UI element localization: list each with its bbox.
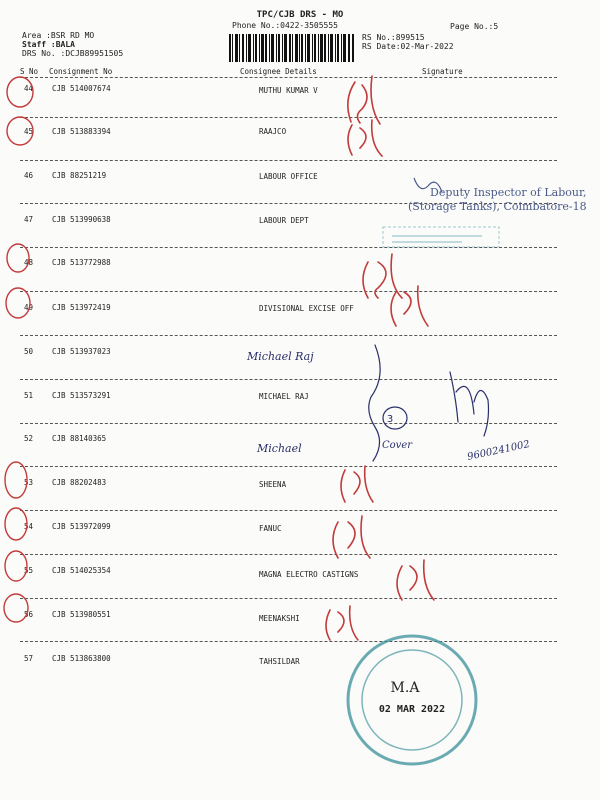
handwritten-number: 3 — [386, 414, 394, 425]
row-consignee: MUTHU KUMAR V — [259, 86, 318, 95]
row-sno: 50 — [24, 347, 34, 356]
row-consignment: CJB 88251219 — [52, 171, 107, 180]
row-consignment: CJB 514025354 — [52, 566, 111, 575]
red-signature-marks — [326, 76, 434, 640]
row-consignment: CJB 513772988 — [52, 258, 111, 267]
row-consignee: FANUC — [259, 524, 282, 533]
row-sno: 44 — [24, 84, 34, 93]
row-sno: 55 — [24, 566, 34, 575]
row-consignment: CJB 513990638 — [52, 215, 111, 224]
drs-number: DRS No. :DCJB89951505 — [22, 49, 124, 58]
row-sno: 57 — [24, 654, 34, 663]
row-sno: 48 — [24, 258, 34, 267]
row-consignee: LABOUR DEPT — [259, 216, 309, 225]
row-consignment: CJB 513972099 — [52, 522, 111, 531]
handwritten-phone: 9600241002 — [466, 438, 531, 463]
row-consignment: CJB 88140365 — [52, 434, 107, 443]
row-sno: 47 — [24, 215, 34, 224]
row-sno: 49 — [24, 303, 34, 312]
row-sno: 46 — [24, 171, 34, 180]
row-sno: 53 — [24, 478, 34, 487]
row-consignee: DIVISIONAL EXCISE OFF — [259, 304, 354, 313]
faded-stamp — [383, 227, 499, 247]
document-title: TPC/CJB DRS - MO — [256, 10, 344, 20]
row-sno: 56 — [24, 610, 34, 619]
row-consignee: SHEENA — [259, 480, 287, 489]
seal-initials: M.A — [390, 680, 420, 696]
row-consignment: CJB 514007674 — [52, 84, 111, 93]
row-consignment: CJB 513980551 — [52, 610, 111, 619]
stamp-line-2: (Storage Tanks), Coimbatore-18 — [408, 200, 587, 213]
phone-number: Phone No.:0422-3505555 — [232, 21, 338, 30]
row-consignee: MAGNA ELECTRO CASTIGNS — [259, 570, 359, 579]
rs-number: RS No.:899515 — [362, 33, 425, 42]
row-consignee: MEENAKSHI — [259, 614, 300, 623]
staff-label: Staff :BALA — [22, 40, 75, 49]
column-header-consignee: Consignee Details — [240, 67, 317, 76]
row-consignment: CJB 513972419 — [52, 303, 111, 312]
page-number: Page No.:5 — [450, 22, 499, 31]
row-consignment: CJB 513573291 — [52, 391, 111, 400]
serial-circle-marks — [4, 77, 33, 622]
handwritten-name-50: Michael Raj — [247, 350, 314, 363]
handwritten-cover: Cover — [382, 440, 413, 451]
rs-date: RS Date:02-Mar-2022 — [362, 42, 454, 51]
row-sno: 51 — [24, 391, 34, 400]
seal-date: 02 MAR 2022 — [378, 704, 446, 715]
row-consignee: MICHAEL RAJ — [259, 392, 309, 401]
handwritten-name-52: Michael — [257, 442, 302, 455]
row-consignment: CJB 88202483 — [52, 478, 107, 487]
column-header-signature: Signature — [422, 67, 463, 76]
row-consignee: RAAJCO — [259, 127, 287, 136]
row-consignment: CJB 513937023 — [52, 347, 111, 356]
row-sno: 45 — [24, 127, 34, 136]
round-seal — [348, 636, 476, 764]
column-header-consignment: Consignment No — [49, 67, 113, 76]
column-header-sno: S No — [20, 67, 39, 76]
row-consignment: CJB 513863800 — [52, 654, 111, 663]
row-consignee: TAHSILDAR — [259, 657, 300, 666]
area-label: Area :BSR RD MO — [22, 31, 95, 40]
row-sno: 54 — [24, 522, 34, 531]
stamp-line-1: Deputy Inspector of Labour, — [430, 186, 587, 199]
labour-office-stamp — [408, 178, 587, 213]
row-consignment: CJB 513883394 — [52, 127, 111, 136]
row-consignee: LABOUR OFFICE — [259, 172, 318, 181]
row-sno: 52 — [24, 434, 34, 443]
